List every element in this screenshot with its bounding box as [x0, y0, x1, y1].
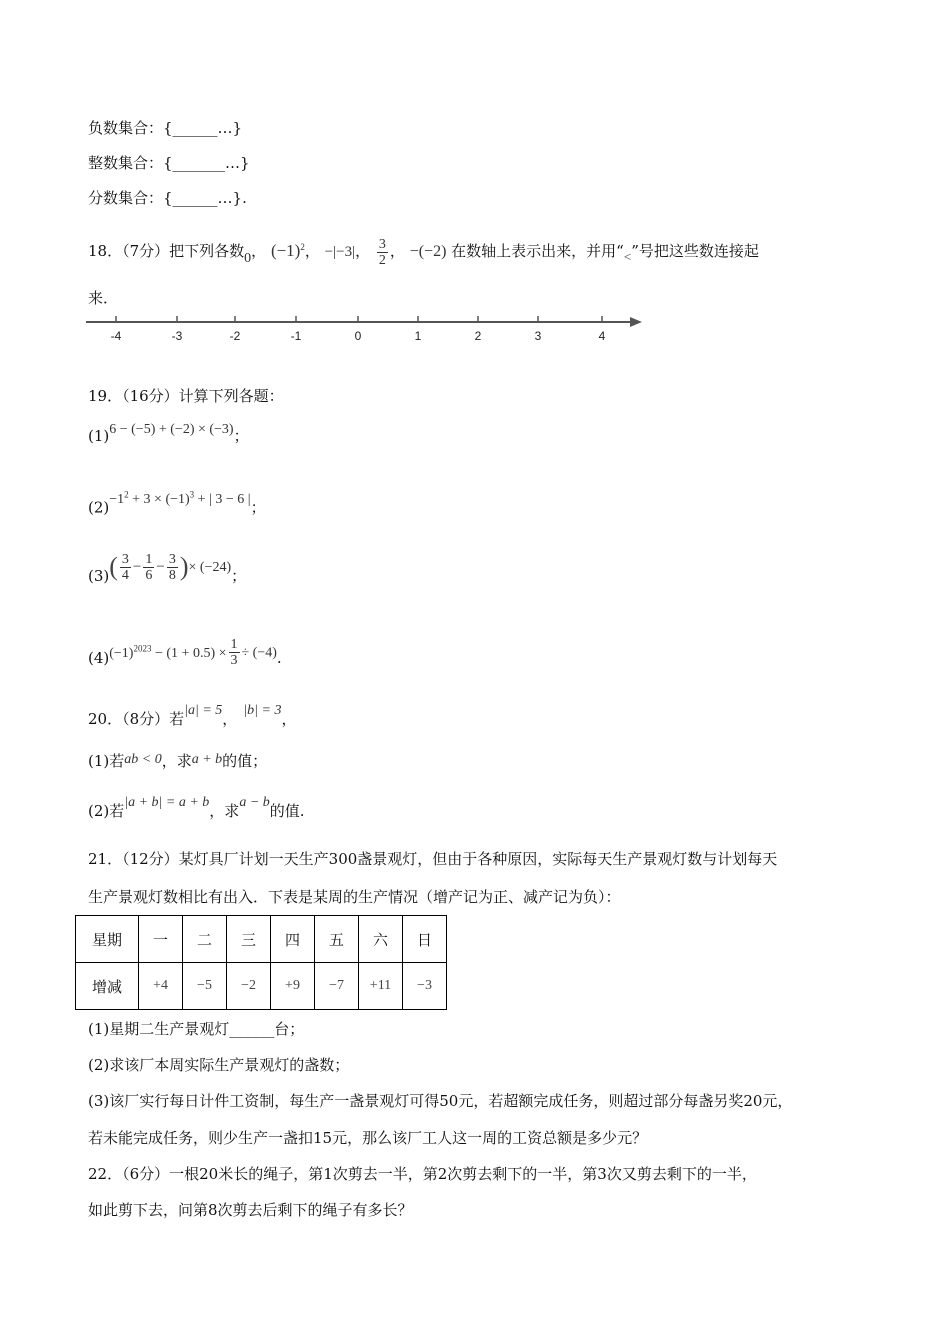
q18-comma: ， [251, 242, 267, 260]
q19-p3-tail: × (−24) [188, 560, 232, 575]
axis-tick-label: -4 [110, 329, 122, 343]
q18-mid: 在数轴上表示出来，并用“ [451, 242, 624, 260]
q19-p2-a-exp: 2 [124, 489, 129, 499]
q19-p2-b: + 3 × (−1) [128, 491, 190, 507]
table-cell: −3 [403, 963, 447, 1010]
q19-p4-c: ÷ (−4) [241, 645, 277, 661]
q19-p3-label: (3) [88, 567, 110, 585]
q19-p4-label: (4) [88, 648, 110, 667]
q21-line2: 生产景观灯数相比有出入．下表是某周的生产情况（增产记为正、减产记为负）： [88, 888, 621, 906]
q19-p2-a: −1 [109, 491, 125, 507]
q18-exp: 2 [300, 242, 305, 252]
table-cell: −5 [183, 963, 227, 1010]
q21-sub3a: (3)该厂实行每日计件工资制，每生产一盏景观灯可得50元，若超额完成任务，则超过部分每盏另奖20元， [88, 1092, 793, 1110]
table-row [76, 916, 447, 963]
table-header-day: 星期 [76, 916, 139, 963]
q22-line1: 22．（6分）一根20米长的绳子，第1次剪去一半，第2次剪去剩下的一半，第3次又剪去剩下的一半， [88, 1165, 757, 1183]
q20-end: ， [281, 710, 297, 728]
axis-tick-label: 0 [354, 329, 362, 343]
q20-p1-label: (1)若 [88, 752, 125, 770]
q20-p1-mid: ，求 [161, 752, 192, 770]
fraction-set-line: 分数集合：{______…}. [88, 189, 247, 207]
question-20 [88, 700, 296, 732]
table-cell: +4 [139, 963, 183, 1010]
production-table [75, 915, 447, 1010]
q20-prefix: 20．（8分）若 [88, 710, 185, 728]
axis-tick-label: -3 [171, 329, 183, 343]
q18-line2: 来． [88, 289, 119, 307]
q18-suffix: ”号把这些数连接起 [631, 242, 759, 260]
question-18 [88, 232, 759, 268]
q18-neg-one: (−1) [270, 241, 301, 260]
table-cell: 三 [227, 916, 271, 963]
q22-line2: 如此剪下去，问第8次剪去后剩下的绳子有多长？ [88, 1201, 413, 1219]
table-cell: 二 [183, 916, 227, 963]
q19-p1-end: ； [233, 427, 249, 445]
q19-part4 [88, 630, 282, 672]
q18-neg-neg: −(−2) [409, 243, 447, 260]
q19-p2-end: ； [250, 498, 266, 517]
axis-tick-label: 2 [474, 329, 482, 343]
table-cell: 日 [403, 916, 447, 963]
q18-fraction: $\frac{3}{2}$ [378, 236, 386, 268]
table-cell: +11 [359, 963, 403, 1010]
q19-p4-a: (−1) [109, 645, 134, 661]
negative-set-line: 负数集合：{______…} [88, 119, 243, 137]
q18-lt: < [623, 249, 632, 264]
axis-tick-label: -2 [229, 329, 241, 343]
q18-abs: −|−3| [324, 244, 356, 260]
q18-comma2: ， [304, 242, 320, 260]
q20-eq1: |a| = 5 [184, 703, 223, 718]
q19-p4-a-exp: 2023 [133, 643, 152, 653]
q19-p2-c: + | 3 − 6 | [194, 491, 251, 507]
q19-part1 [88, 422, 249, 449]
number-line [80, 310, 650, 350]
q19-p2-b-exp: 3 [189, 489, 195, 499]
q19-p4-b: − (1 + 0.5) × [151, 645, 227, 661]
axis-arrow [630, 317, 642, 327]
q19-part3: (3)( $\frac{3}{4}$ − $\frac{1}{6}$ − $\frac{3}{8}$ )× (−24)； [88, 551, 247, 585]
table-cell: 四 [271, 916, 315, 963]
q20-part2 [88, 790, 305, 822]
table-cell: −7 [315, 963, 359, 1010]
q20-p2-mid: ，求 [209, 802, 240, 820]
q19-p3-frac3: $\frac{3}{8}$ [168, 551, 176, 583]
q20-eq2: |b| = 3 [243, 703, 282, 718]
q18-comma4: ， [389, 242, 405, 260]
axis-tick-label: 3 [534, 329, 542, 343]
axis-tick-label: -1 [290, 329, 302, 343]
q20-p1-cond: ab < 0 [124, 752, 162, 767]
q19-title: 19．（16分）计算下列各题： [88, 387, 284, 405]
q18-comma3: ， [355, 242, 371, 260]
table-cell: 六 [359, 916, 403, 963]
q20-p1-end: 的值； [222, 752, 268, 770]
q20-p2-end: 的值. [269, 802, 305, 820]
q19-p1-expr: 6 − (−5) + (−2) × (−3) [109, 422, 234, 437]
table-cell: 五 [315, 916, 359, 963]
q20-p2-label: (2)若 [88, 802, 125, 820]
table-cell: +9 [271, 963, 315, 1010]
table-cell: −2 [227, 963, 271, 1010]
q19-p2-label: (2) [88, 498, 110, 517]
axis-tick-label: 4 [598, 329, 606, 343]
integer-set-line: 整数集合：{_______…} [88, 154, 250, 172]
q20-sep: ， [222, 710, 238, 728]
q20-p1-expr: a + b [191, 752, 223, 767]
q19-p4-end: . [276, 648, 282, 667]
q21-sub2: (2)求该厂本周实际生产景观灯的盏数； [88, 1056, 350, 1074]
q19-p3-end: ； [231, 567, 247, 585]
q20-part1 [88, 750, 267, 774]
q18-prefix: 18．（7分）把下列各数 [88, 242, 245, 260]
q20-p2-cond: |a + b| = a + b [124, 795, 210, 810]
q19-p1-label: (1) [88, 427, 110, 445]
q19-p3-frac2: $\frac{1}{6}$ [145, 551, 153, 583]
table-header-change: 增减 [76, 963, 139, 1010]
q18-zero: 0 [244, 251, 252, 266]
q21-sub3b: 若未能完成任务，则少生产一盏扣15元，那么该厂工人这一周的工资总额是多少元？ [88, 1129, 648, 1147]
q19-part2 [88, 489, 266, 521]
table-cell: 一 [139, 916, 183, 963]
axis-tick-label: 1 [414, 329, 422, 343]
q21-line1: 21．（12分）某灯具厂计划一天生产300盏景观灯，但由于各种原因，实际每天生产景观灯数与计划每天 [88, 850, 778, 868]
q19-p4-frac: $\frac{1}{3}$ [230, 637, 238, 669]
q19-p3-frac1: $\frac{3}{4}$ [121, 551, 129, 583]
q20-p2-expr: a − b [239, 795, 270, 810]
table-row [76, 963, 447, 1010]
q21-sub1: (1)星期二生产景观灯______台； [88, 1020, 305, 1038]
